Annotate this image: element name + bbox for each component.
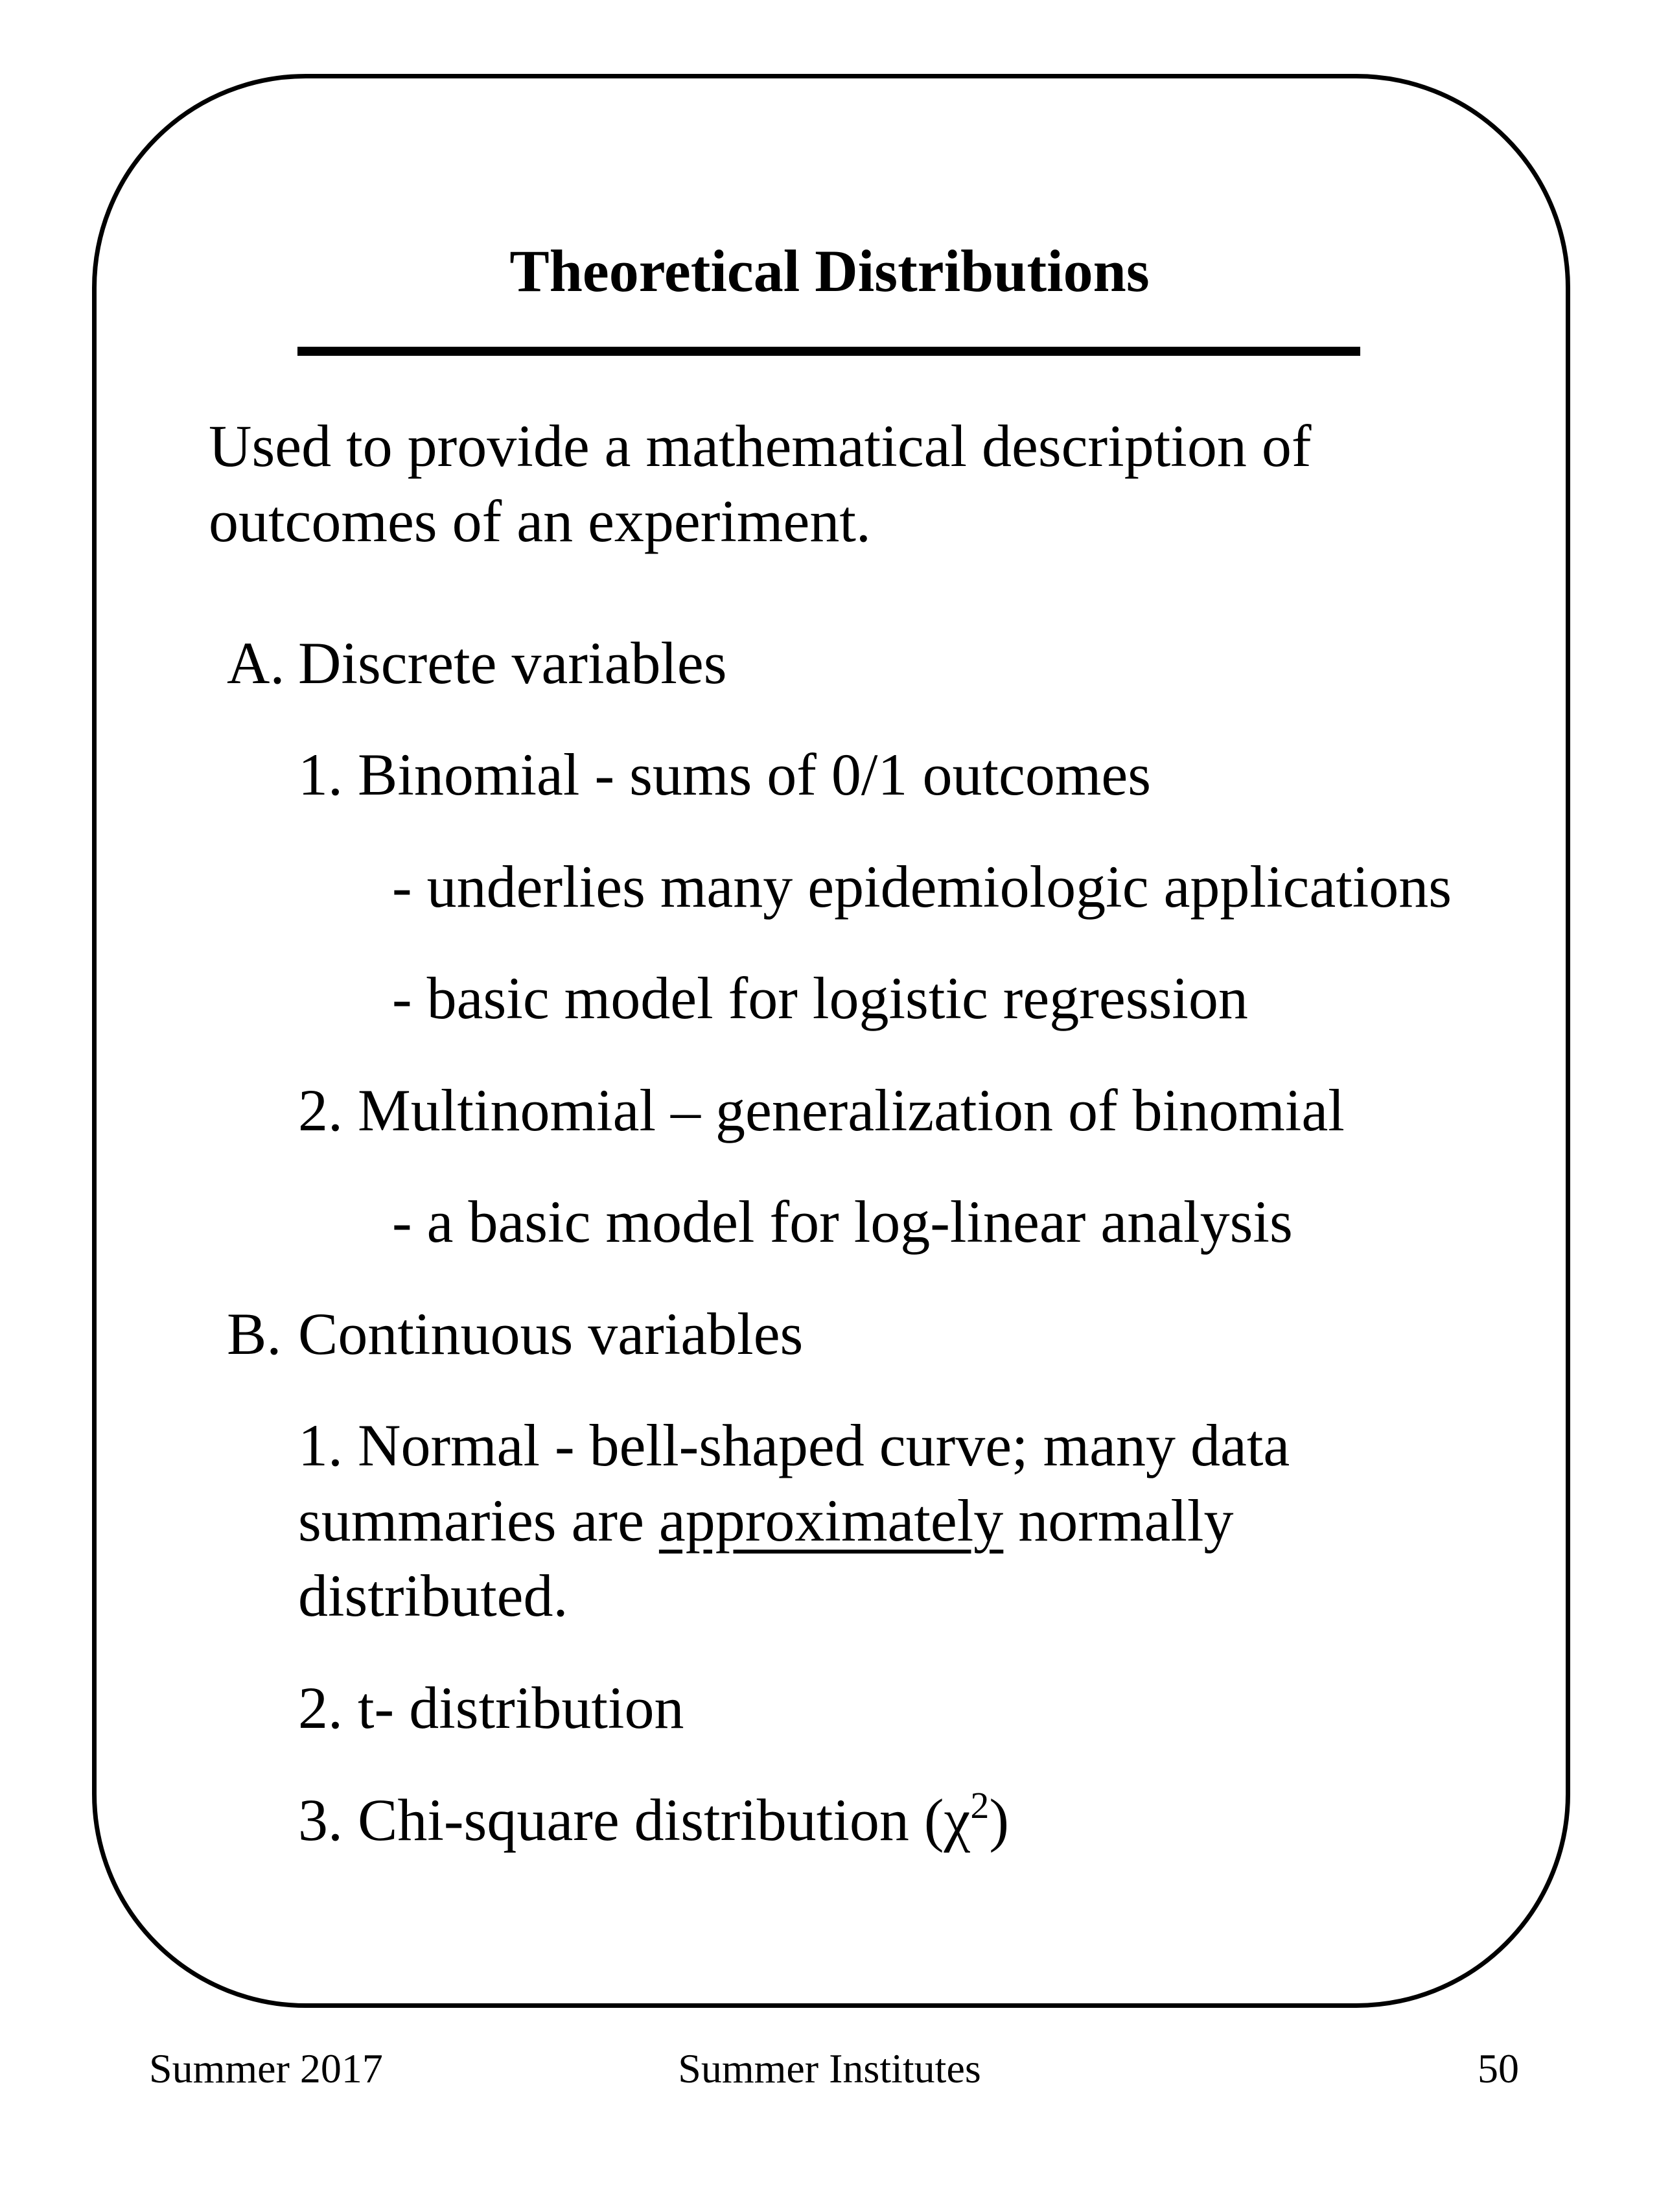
b-item-1-line-1: 1. Normal - bell-shaped curve; many data: [298, 1412, 1290, 1478]
slide-title: Theoretical Distributions: [509, 238, 1150, 304]
a-item-1: 1. Binomial - sums of 0/1 outcomes: [298, 741, 1152, 808]
a-item-2-sub-1: - a basic model for log-linear analysis: [392, 1189, 1293, 1255]
approximately-underlined: approximately: [658, 1487, 1004, 1554]
section-b-letter: B.: [227, 1301, 282, 1367]
b-item-1-line-2: [298, 1483, 1233, 1558]
section-b-label: Continuous variables: [298, 1301, 804, 1367]
footer-date: Summer 2017: [149, 2045, 383, 2091]
b-item-3-text: 3. Chi-square distribution (χ: [298, 1787, 971, 1853]
intro-line-1: Used to provide a mathematical description of: [209, 413, 1312, 479]
b-item-3: [298, 1782, 1009, 1857]
section-a-letter: A.: [227, 630, 285, 696]
b-item-2: 2. t- distribution: [298, 1675, 684, 1741]
page-number: 50: [1478, 2045, 1519, 2091]
intro-line-2: outcomes of an experiment.: [209, 488, 871, 554]
title-rule: [297, 347, 1360, 356]
footer-center: Summer Institutes: [678, 2045, 981, 2091]
b-item-1-line-2-pre: summaries are: [298, 1487, 659, 1554]
a-item-1-sub-2: - basic model for logistic regression: [392, 965, 1248, 1031]
b-item-1-line-3: distributed.: [298, 1563, 568, 1629]
section-a-label: Discrete variables: [298, 630, 727, 696]
a-item-2: 2. Multinomial – generalization of binomial: [298, 1077, 1345, 1143]
a-item-1-sub-1: - underlies many epidemiologic applications: [392, 854, 1452, 920]
b-item-3-close: ): [989, 1787, 1010, 1853]
b-item-1-line-2-post: normally: [1003, 1487, 1234, 1554]
chi-superscript: 2: [970, 1784, 990, 1826]
